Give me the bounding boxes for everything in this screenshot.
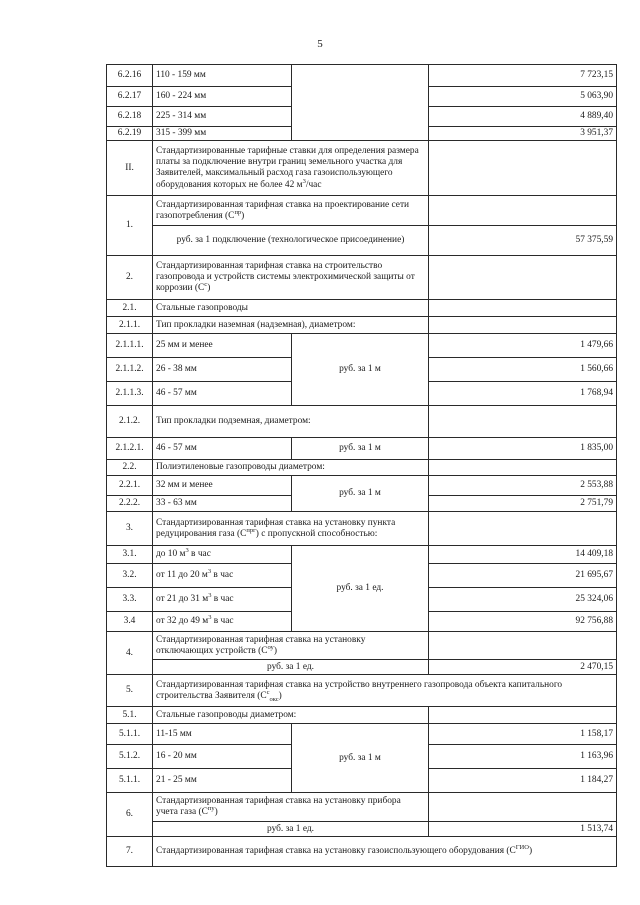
row-price: 57 375,59 [429,226,617,256]
row-number: 2.1.1.1. [107,334,153,358]
section-number: 3. [107,512,153,546]
row-description: от 11 до 20 $м^3$ в час [153,564,292,588]
unit-label: руб. за 1 м [292,334,429,406]
table-row [107,438,617,460]
unit-label: руб. за 1 м [292,438,429,460]
section-number: 4. [107,632,153,675]
row-price: 1 163,96 [429,745,617,769]
row-description: Стальные газопроводы [153,300,429,317]
row-price: 2 553,88 [429,476,617,496]
price-cell-empty [429,460,617,476]
row-number: 2.1. [107,300,153,317]
section-row [107,793,617,822]
row-description: 26 - 38 мм [153,358,292,382]
unit-label: руб. за 1 ед. [153,660,429,675]
row-number: 3.2. [107,564,153,588]
row-number: 3.3. [107,588,153,612]
row-description: 32 мм и менее [153,476,292,496]
row-description: 21 - 25 мм [153,769,292,793]
row-description: 315 - 399 мм [153,127,292,141]
price-cell-empty [429,317,617,334]
row-price: 25 324,06 [429,588,617,612]
section-description: Стандартизированная тарифная ставка на установку пункта редуцирования газа $(С^{прг})$ с пропускной способностью: [153,512,429,546]
row-number: 2.2.1. [107,476,153,496]
row-description: 160 - 224 мм [153,87,292,107]
row-number: 3.1. [107,546,153,564]
section-description: Стандартизированная тарифная ставка на установку отключающих устройств $(С^{оу})$ [153,632,429,660]
row-price: 4 889,40 [429,107,617,127]
row-number: 6.2.17 [107,87,153,107]
table-row [107,707,617,724]
section-number: 7. [107,837,153,867]
section-row [107,632,617,660]
row-description: Тип прокладки наземная (надземная), диаметром: [153,317,429,334]
row-description: 33 - 63 мм [153,496,292,512]
row-description: 46 - 57 мм [153,382,292,406]
row-number: 2.2. [107,460,153,476]
row-number: 2.1.1.2. [107,358,153,382]
section-number: 1. [107,196,153,256]
price-cell-empty [429,707,617,724]
row-number: 2.2.2. [107,496,153,512]
unit-cell-empty [292,65,429,141]
table-row [107,406,617,438]
table-row [107,546,617,564]
table-row [107,822,617,837]
row-number: 2.1.2.1. [107,438,153,460]
table-row [107,476,617,496]
price-cell-empty [429,256,617,300]
page-number: 5 [317,38,323,50]
section-description: Стандартизированные тарифные ставки для определения размера платы за подключение внутри границ земельного участка для Заявителей, максимальный расход газа газоиспользующего оборудования которых не более 42 $м^3$/час [153,141,429,196]
row-description: от 32 до 49 $м^3$ в час [153,612,292,632]
row-price: 21 695,67 [429,564,617,588]
row-price: 2 751,79 [429,496,617,512]
table-row [107,300,617,317]
section-number: 5. [107,675,153,707]
section-row [107,141,617,196]
section-row [107,837,617,867]
row-description: до 10 $м^3$ в час [153,546,292,564]
price-cell-empty [429,632,617,660]
section-description: Стандартизированная тарифная ставка на установку прибора учета газа $(С^{пу})$ [153,793,429,822]
row-number: 2.1.1.3. [107,382,153,406]
unit-label: руб. за 1 м [292,724,429,793]
section-number: II. [107,141,153,196]
row-number: 3.4 [107,612,153,632]
row-description: 25 мм и менее [153,334,292,358]
price-cell-empty [429,141,617,196]
row-number: 6.2.19 [107,127,153,141]
row-price: 1 479,66 [429,334,617,358]
unit-label: руб. за 1 подключение (технологическое присоединение) [153,226,429,256]
row-description: Стальные газопроводы диаметром: [153,707,429,724]
price-cell-empty [429,196,617,226]
row-price: 92 756,88 [429,612,617,632]
row-description: 16 - 20 мм [153,745,292,769]
row-number: 2.1.2. [107,406,153,438]
price-cell-empty [429,406,617,438]
price-cell-empty [429,512,617,546]
section-number: 6. [107,793,153,837]
table-row [107,660,617,675]
row-price: 3 951,37 [429,127,617,141]
row-description: Полиэтиленовые газопроводы диаметром: [153,460,429,476]
row-price: 1 158,17 [429,724,617,745]
row-description: от 21 до 31 $м^3$ в час [153,588,292,612]
section-description: Стандартизированная тарифная ставка на строительство газопровода и устройств системы электрохимической защиты от коррозии $(С^с)$ [153,256,429,300]
table-row [107,226,617,256]
section-description: Стандартизированная тарифная ставка на устройство внутреннего газопровода объекта капитального строительства Заявителя $(С^с_{окс})$ [153,675,617,707]
row-number: 6.2.16 [107,65,153,87]
table-row [107,460,617,476]
section-description: Стандартизированная тарифная ставка на проектирование сети газопотребления $(С^{пр})$ [153,196,429,226]
unit-label: руб. за 1 м [292,476,429,512]
row-number: 5.1.1. [107,724,153,745]
row-number: 5.1. [107,707,153,724]
table-row [107,65,617,87]
row-price: 2 470,15 [429,660,617,675]
row-number: 2.1.1. [107,317,153,334]
row-price: 1 768,94 [429,382,617,406]
row-description: 11-15 мм [153,724,292,745]
row-price: 1 184,27 [429,769,617,793]
row-number: 6.2.18 [107,107,153,127]
section-row [107,675,617,707]
section-number: 2. [107,256,153,300]
row-description: Тип прокладки подземная, диаметром: [153,406,429,438]
row-price: 1 513,74 [429,822,617,837]
row-number: 5.1.1. [107,769,153,793]
table-row [107,334,617,358]
row-price: 1 560,66 [429,358,617,382]
section-row [107,256,617,300]
price-cell-empty [429,300,617,317]
price-cell-empty [429,793,617,822]
row-price: 7 723,15 [429,65,617,87]
section-description: Стандартизированная тарифная ставка на установку газоиспользующего оборудования $(С^{ГИО})$ [153,837,617,867]
section-row [107,196,617,226]
unit-label: руб. за 1 ед. [153,822,429,837]
row-description: 110 - 159 мм [153,65,292,87]
unit-label: руб. за 1 ед. [292,546,429,632]
row-number: 5.1.2. [107,745,153,769]
row-price: 1 835,00 [429,438,617,460]
table-row [107,724,617,745]
row-price: 14 409,18 [429,546,617,564]
row-description: 225 - 314 мм [153,107,292,127]
table-row [107,317,617,334]
row-price: 5 063,90 [429,87,617,107]
tariff-table [106,64,617,867]
row-description: 46 - 57 мм [153,438,292,460]
section-row [107,512,617,546]
